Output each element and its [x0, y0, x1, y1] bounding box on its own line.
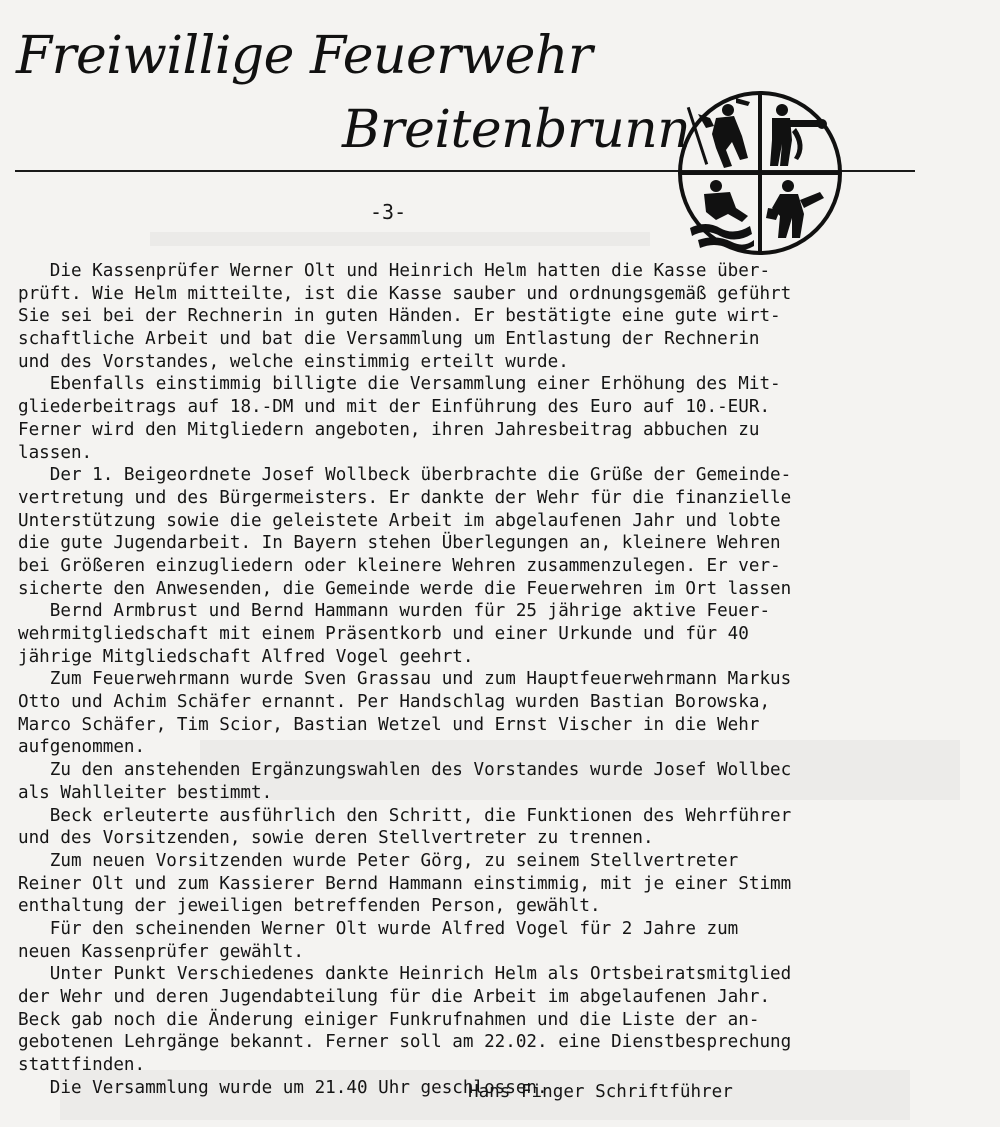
text-line: Reiner Olt und zum Kassierer Bernd Hammann einstimmig, mit je einer Stimm: [18, 873, 792, 894]
text-line: Otto und Achim Schäfer ernannt. Per Handschlag wurden Bastian Borowska,: [18, 692, 771, 713]
text-line: Marco Schäfer, Tim Scior, Bastian Wetzel und Ernst Vischer in die Wehr: [18, 714, 760, 735]
text-line: vertretung und des Bürgermeisters. Er dankte der Wehr für die finanzielle: [18, 487, 792, 508]
text-line: der Wehr und deren Jugendabteilung für die Arbeit im abgelaufenen Jahr.: [18, 987, 771, 1007]
text-line: Ebenfalls einstimmig billigte die Versammlung einer Erhöhung des Mit-: [18, 374, 781, 395]
text-line: und des Vorsitzenden, sowie deren Stellvertreter zu trennen.: [18, 828, 654, 849]
text-line: Ferner wird den Mitgliedern angeboten, ihren Jahresbeitrag abbuchen zu: [18, 419, 760, 440]
text-line: gliederbeitrags auf 18.-DM und mit der Einführung des Euro auf 10.-EUR.: [18, 397, 771, 418]
text-line: wehrmitgliedschaft mit einem Präsentkorb und einer Urkunde und für 40: [18, 624, 749, 644]
text-line: gebotenen Lehrgänge bekannt. Ferner soll am 22.02. eine Dienstbesprechung: [18, 1032, 792, 1053]
text-line: Zum Feuerwehrmann wurde Sven Grassau und zum Hauptfeuerwehrmann Markus: [18, 669, 792, 690]
header-title-line2: Breitenbrunn: [342, 100, 691, 160]
text-line: Die Versammlung wurde um 21.40 Uhr geschlossen.: [18, 1077, 548, 1098]
text-line: Unter Punkt Verschiedenes dankte Heinrich Helm als Ortsbeiratsmitglied: [18, 964, 792, 985]
text-line: stattfinden.: [18, 1055, 146, 1076]
minutes-body-text: [18, 260, 993, 1099]
text-line: Sie sei bei der Rechnerin in guten Händen. Er bestätigte eine gute wirt-: [18, 306, 781, 327]
text-line: Unterstützung sowie die geleistete Arbeit im abgelaufenen Jahr und lobte: [18, 510, 781, 531]
text-line: und des Vorstandes, welche einstimmig erteilt wurde.: [18, 351, 569, 372]
text-line: enthaltung der jeweiligen betreffenden Person, gewählt.: [18, 896, 601, 917]
show-through-texture: [150, 232, 650, 246]
text-line: Bernd Armbrust und Bernd Hammann wurden für 25 jährige aktive Feuer-: [18, 601, 771, 622]
text-line: aufgenommen.: [18, 737, 146, 758]
text-line: neuen Kassenprüfer gewählt.: [18, 941, 304, 962]
text-line: bei Größeren einzugliedern oder kleinere Wehren zusammenzulegen. Er ver-: [18, 555, 781, 576]
text-line: die gute Jugendarbeit. In Bayern stehen Überlegungen an, kleinere Wehren: [18, 533, 781, 554]
text-line: Für den scheinenden Werner Olt wurde Alfred Vogel für 2 Jahre zum: [18, 918, 739, 939]
text-line: Beck gab noch die Änderung einiger Funkrufnahmen und die Liste der an-: [18, 1009, 760, 1030]
text-line: Zu den anstehenden Ergänzungswahlen des Vorstandes wurde Josef Wollbec: [18, 760, 792, 781]
text-line: Der 1. Beigeordnete Josef Wollbeck überbrachte die Grüße der Gemeinde-: [18, 465, 792, 486]
header-title-line1: Freiwillige Feuerwehr: [16, 26, 593, 86]
text-line: jährige Mitgliedschaft Alfred Vogel geehrt.: [18, 646, 474, 667]
page-number: -3-: [370, 200, 407, 224]
text-line: sicherte den Anwesenden, die Gemeinde werde die Feuerwehren im Ort lassen: [18, 578, 792, 599]
fire-brigade-emblem-icon: [676, 88, 844, 258]
text-line: Beck erleuterte ausführlich den Schritt, die Funktionen des Wehrführer: [18, 805, 792, 826]
text-line: lassen.: [18, 442, 93, 463]
signature-line: Hans Finger Schriftführer: [468, 1082, 733, 1102]
text-line: prüft. Wie Helm mitteilte, ist die Kasse sauber und ordnungsgemäß geführt: [18, 283, 792, 304]
text-line: als Wahlleiter bestimmt.: [18, 782, 273, 803]
text-line: Die Kassenprüfer Werner Olt und Heinrich Helm hatten die Kasse über-: [18, 261, 771, 281]
text-line: schaftliche Arbeit und bat die Versammlung um Entlastung der Rechnerin: [18, 329, 760, 350]
text-line: Zum neuen Vorsitzenden wurde Peter Görg, zu seinem Stellvertreter: [18, 850, 739, 871]
